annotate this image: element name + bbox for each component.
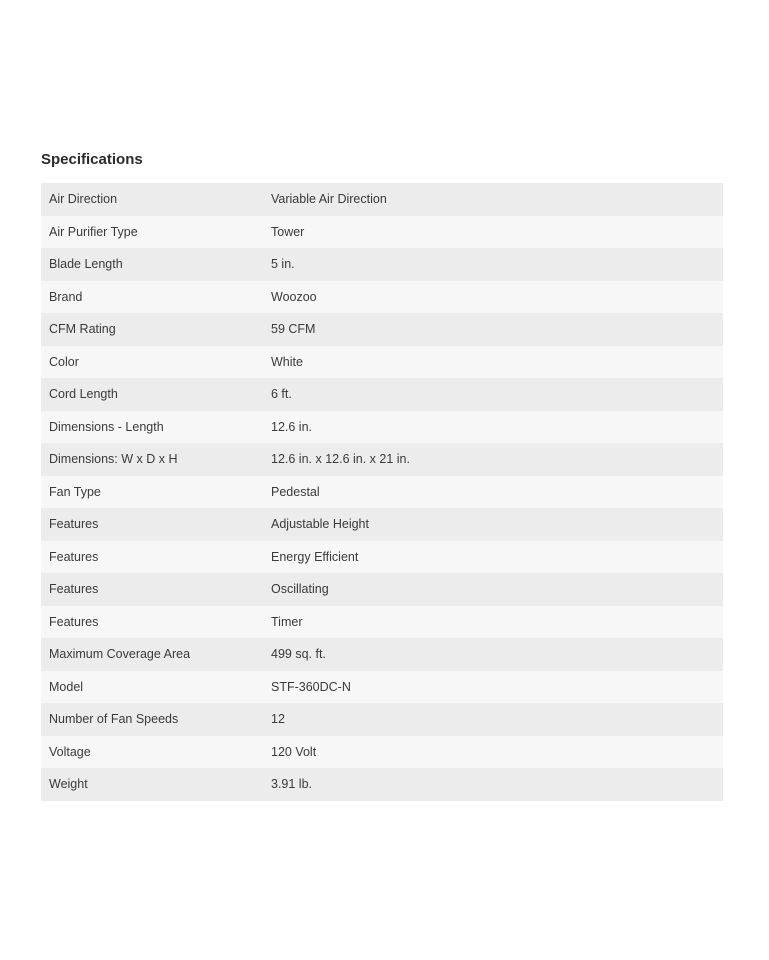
- spec-name: Features: [49, 549, 99, 564]
- spec-name: Weight: [49, 777, 88, 792]
- spec-value: Adjustable Height: [271, 517, 369, 532]
- spec-row-features-timer: [41, 606, 723, 639]
- spec-row-number-of-fan-speeds: [41, 703, 723, 736]
- spec-name: Dimensions: W x D x H: [49, 452, 178, 467]
- spec-row-cfm-rating: [41, 313, 723, 346]
- spec-value: 120 Volt: [271, 744, 317, 759]
- spec-value: Timer: [271, 614, 303, 629]
- spec-value: STF-360DC-N: [271, 679, 351, 694]
- spec-row-model: [41, 671, 723, 704]
- spec-name: Features: [49, 517, 99, 532]
- spec-name: Features: [49, 582, 99, 597]
- spec-row-fan-type: [41, 476, 723, 509]
- spec-row-dimensions-length: [41, 411, 723, 444]
- spec-row-cord-length: [41, 378, 723, 411]
- spec-value: Pedestal: [271, 484, 320, 499]
- specifications-section: [41, 148, 723, 801]
- spec-row-voltage: [41, 736, 723, 769]
- specifications-table: [41, 183, 723, 801]
- spec-row-air-direction: [41, 183, 723, 216]
- spec-value: Oscillating: [271, 582, 329, 597]
- spec-value: 6 ft.: [271, 387, 292, 402]
- spec-name: CFM Rating: [49, 322, 116, 337]
- spec-row-weight: [41, 768, 723, 801]
- spec-row-air-purifier-type: [41, 216, 723, 249]
- spec-name: Number of Fan Speeds: [49, 712, 179, 727]
- spec-value: 12: [271, 712, 285, 727]
- spec-value: 5 in.: [271, 257, 295, 272]
- spec-name: Color: [49, 354, 79, 369]
- spec-row-color: [41, 346, 723, 379]
- spec-row-maximum-coverage-area: [41, 638, 723, 671]
- spec-name: Blade Length: [49, 257, 123, 272]
- spec-name: Air Purifier Type: [49, 224, 138, 239]
- spec-name: Features: [49, 614, 99, 629]
- spec-value: 12.6 in.: [271, 419, 313, 434]
- spec-value: Energy Efficient: [271, 549, 359, 564]
- spec-row-features-adjustable-height: [41, 508, 723, 541]
- spec-row-features-oscillating: [41, 573, 723, 606]
- specifications-title: Specifications: [41, 151, 143, 168]
- spec-name: Maximum Coverage Area: [49, 647, 191, 662]
- spec-value: Woozoo: [271, 289, 317, 304]
- spec-value: White: [271, 354, 303, 369]
- spec-value: 12.6 in. x 12.6 in. x 21 in.: [271, 452, 410, 467]
- spec-value: 499 sq. ft.: [271, 647, 326, 662]
- spec-value: 3.91 lb.: [271, 777, 313, 792]
- specifications-table-body: [41, 183, 723, 801]
- spec-row-dimensions-wdh: [41, 443, 723, 476]
- spec-name: Air Direction: [49, 192, 118, 207]
- spec-name: Model: [49, 679, 84, 694]
- spec-value: Variable Air Direction: [271, 192, 387, 207]
- spec-name: Dimensions - Length: [49, 419, 164, 434]
- spec-name: Voltage: [49, 744, 91, 759]
- spec-value: 59 CFM: [271, 322, 316, 337]
- spec-row-blade-length: [41, 248, 723, 281]
- spec-name: Cord Length: [49, 387, 118, 402]
- spec-value: Tower: [271, 224, 305, 239]
- spec-row-brand: [41, 281, 723, 314]
- spec-name: Fan Type: [49, 484, 101, 499]
- spec-row-features-energy-efficient: [41, 541, 723, 574]
- spec-name: Brand: [49, 289, 83, 304]
